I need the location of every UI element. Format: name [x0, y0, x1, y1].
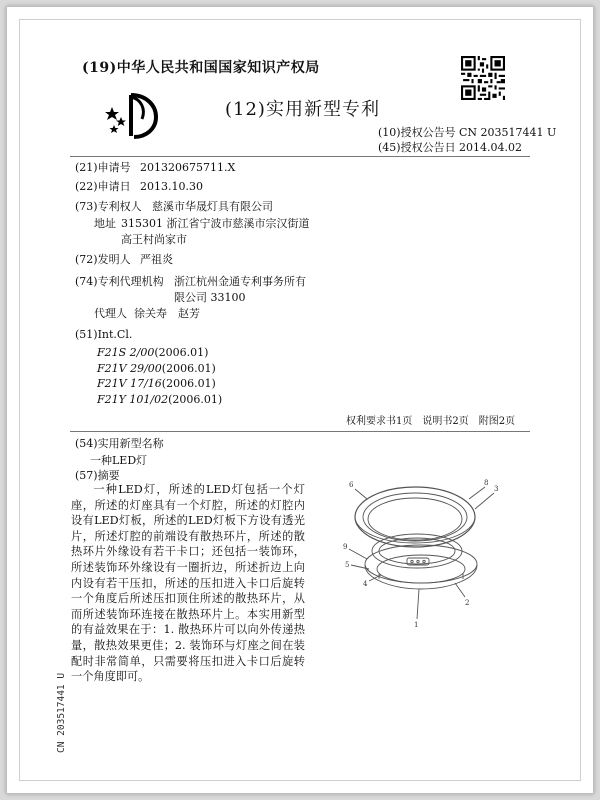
- utility-model-title: 一种LED灯: [90, 454, 148, 467]
- abstract-paragraph: 一种LED灯，所述的LED灯包括一个灯座，所述的灯座具有一个灯腔，所述的灯腔内设有LED灯板，所述的LED灯板下方设有透光片，所述灯腔的前端设有散热环片，所述的散热环片外缘设有若干卡口；还包括一装饰环，所述装饰环外缘设有一圈折边，所述折边上向内设有若干压扣，所述的压扣进入卡口后旋转一个角度后所述压扣顶住所述的散热环片，从而所述装饰环连接在散热环片上。本实用新型的有益效果在于：1. 散热环片可以向外传递热量，散热效果更佳；2. 装饰环与灯座之间在装配时非常简单，只需要将压扣进入卡口后旋转一个角度即可。: [71, 483, 305, 684]
- callout-label: 8: [484, 479, 489, 487]
- address-label: 地址: [94, 217, 116, 230]
- application-date-label: (22)申请日: [75, 180, 131, 193]
- ipc-row: [97, 361, 216, 377]
- page-counts: 权利要求书1页 说明书2页 附图2页: [346, 416, 516, 427]
- ipc-code: F21S 2/00: [97, 346, 155, 359]
- header-divider: [70, 156, 530, 157]
- address-line-2: 高王村尚家市: [121, 233, 187, 246]
- agent-label: 代理人: [94, 307, 127, 320]
- abstract-label: (57)摘要: [75, 469, 120, 482]
- address-line-1: 315301 浙江省宁波市慈溪市宗汉街道: [121, 217, 310, 230]
- patent-page: [6, 6, 594, 794]
- inventor: 严祖炎: [140, 253, 173, 266]
- ipc-code: F21Y 101/02: [97, 393, 169, 406]
- patentee-label: (73)专利权人: [75, 200, 142, 213]
- cnipa-logo-icon: [104, 89, 160, 141]
- patentee: 慈溪市华晟灯具有限公司: [152, 200, 273, 213]
- document-type: (12)实用新型专利: [225, 99, 380, 120]
- ipc-year: (2006.01): [161, 362, 216, 375]
- side-publication-number: CN 203517441 U: [56, 672, 67, 753]
- publication-number: CN 203517441 U: [459, 126, 557, 139]
- application-date: 2013.10.30: [140, 180, 203, 193]
- publication-date-label: (45)授权公告日: [378, 141, 456, 154]
- office-name: (19)中华人民共和国国家知识产权局: [82, 60, 320, 76]
- publication-number-label: (10)授权公告号: [378, 126, 456, 139]
- agency-line-2: 限公司 33100: [174, 291, 246, 304]
- callout-label: 2: [465, 599, 470, 607]
- callout-label: 4: [363, 580, 368, 588]
- title-label: (54)实用新型名称: [75, 437, 164, 450]
- ipc-code: F21V 29/00: [97, 362, 162, 375]
- application-number: 201320675711.X: [140, 161, 236, 174]
- ipc-row: [97, 392, 222, 408]
- lamp-drawing: [337, 469, 507, 639]
- agent: 徐关寿 赵芳: [134, 307, 200, 320]
- callout-label: 6: [349, 481, 354, 489]
- application-number-label: (21)申请号: [75, 161, 131, 174]
- section-divider: [70, 431, 530, 432]
- ipc-code: F21V 17/16: [97, 377, 162, 390]
- int-cl-label: (51)Int.Cl.: [75, 328, 133, 341]
- ipc-year: (2006.01): [154, 346, 209, 359]
- callout-label: 5: [345, 561, 350, 569]
- qr-code-icon: [461, 56, 505, 100]
- agency-label: (74)专利代理机构: [75, 275, 164, 288]
- callout-label: 9: [343, 543, 348, 551]
- callout-label: 1: [414, 621, 419, 629]
- publication-date: 2014.04.02: [459, 141, 522, 154]
- ipc-year: (2006.01): [161, 377, 216, 390]
- callout-label: 3: [494, 485, 499, 493]
- abstract-text: [71, 482, 305, 685]
- ipc-year: (2006.01): [168, 393, 223, 406]
- ipc-row: [97, 345, 208, 361]
- inventor-label: (72)发明人: [75, 253, 131, 266]
- agency-line-1: 浙江杭州金通专利事务所有: [174, 275, 306, 288]
- ipc-row: [97, 376, 216, 392]
